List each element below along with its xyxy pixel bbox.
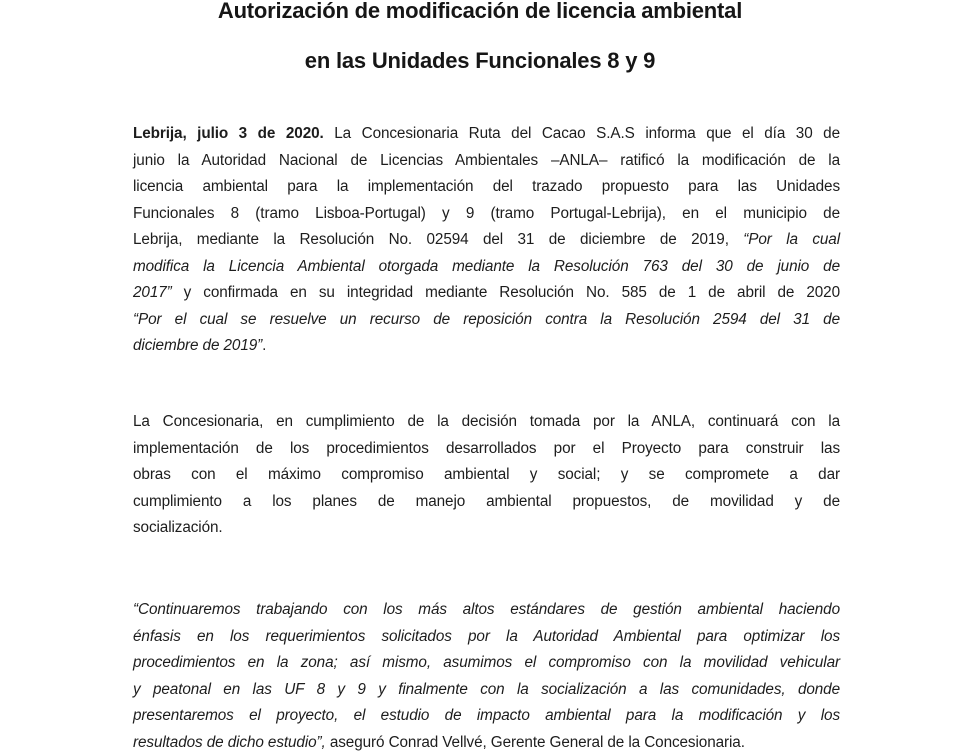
paragraph-dateline [133,121,840,360]
text-segment: Funcionales 8 (tramo Lisboa-Portugal) y 9 (tramo Portugal-Lebrija), en el municipio de [133,205,840,222]
text-line [133,650,840,677]
text-segment: junio la Autoridad Nacional de Licencias Ambientales –ANLA– ratificó la modificación de la [133,152,840,169]
text-segment: “Por la cual [743,231,840,248]
text-line [133,307,840,334]
text-segment: énfasis en los requerimientos solicitados por la Autoridad Ambiental para optimizar los [133,628,840,645]
text-line [133,121,840,148]
text-segment: diciembre de 2019” [133,337,262,354]
text-segment: Lebrija, mediante la Resolución No. 02594 del 31 de diciembre de 2019, [133,231,743,248]
text-segment: aseguró Conrad Vellvé, Gerente General de la Concesionaria. [326,734,745,751]
text-segment: resultados de dicho estudio”, [133,734,326,751]
text-segment: La Concesionaria, en cumplimiento de la decisión tomada por la ANLA, continuará con la [133,413,840,430]
text-line [133,436,840,463]
text-line [133,174,840,201]
text-line [133,515,840,542]
text-segment: y confirmada en su integridad mediante Resolución No. 585 de 1 de abril de 2020 [172,284,840,301]
text-line [133,703,840,730]
text-segment: presentaremos el proyecto, el estudio de impacto ambiental para la modificación y los [133,707,840,724]
text-line [133,333,840,360]
text-line [133,677,840,704]
text-segment: y peatonal en las UF 8 y 9 y finalmente con la socialización a las comunidades, donde [133,681,840,698]
text-line [133,489,840,516]
text-segment: socialización. [133,519,223,536]
text-segment: implementación de los procedimientos desarrollados por el Proyecto para construir las [133,440,840,457]
text-line [133,597,840,624]
paragraph-quote [133,597,840,756]
text-segment: 2017” [133,284,172,301]
text-segment: obras con el máximo compromiso ambiental y social; y se compromete a dar [133,466,840,483]
text-segment: modifica la Licencia Ambiental otorgada mediante la Resolución 763 del 30 de junio de [133,258,840,275]
text-line [133,148,840,175]
text-segment: “Continuaremos trabajando con los más altos estándares de gestión ambiental haciendo [133,601,840,618]
paragraph-commitment [133,409,840,542]
text-line [133,462,840,489]
text-line [133,280,840,307]
text-segment: cumplimiento a los planes de manejo ambiental propuestos, de movilidad y de [133,493,840,510]
document-title-line-1: Autorización de modificación de licencia ambiental [127,0,833,25]
text-segment: “Por el cual se resuelve un recurso de reposición contra la Resolución 2594 del 31 de [133,311,840,328]
text-segment: Lebrija, julio 3 de 2020. [133,125,324,142]
text-line [133,409,840,436]
text-segment: La Concesionaria Ruta del Cacao S.A.S informa que el día 30 de [324,125,840,142]
text-line [133,730,840,756]
text-segment: licencia ambiental para la implementación del trazado propuesto para las Unidades [133,178,840,195]
text-line [133,254,840,281]
text-line [133,624,840,651]
text-line [133,201,840,228]
text-segment: . [262,337,266,354]
text-segment: procedimientos en la zona; así mismo, asumimos el compromiso con la movilidad vehicular [133,654,840,671]
document-title-line-2: en las Unidades Funcionales 8 y 9 [127,47,833,75]
text-line [133,227,840,254]
